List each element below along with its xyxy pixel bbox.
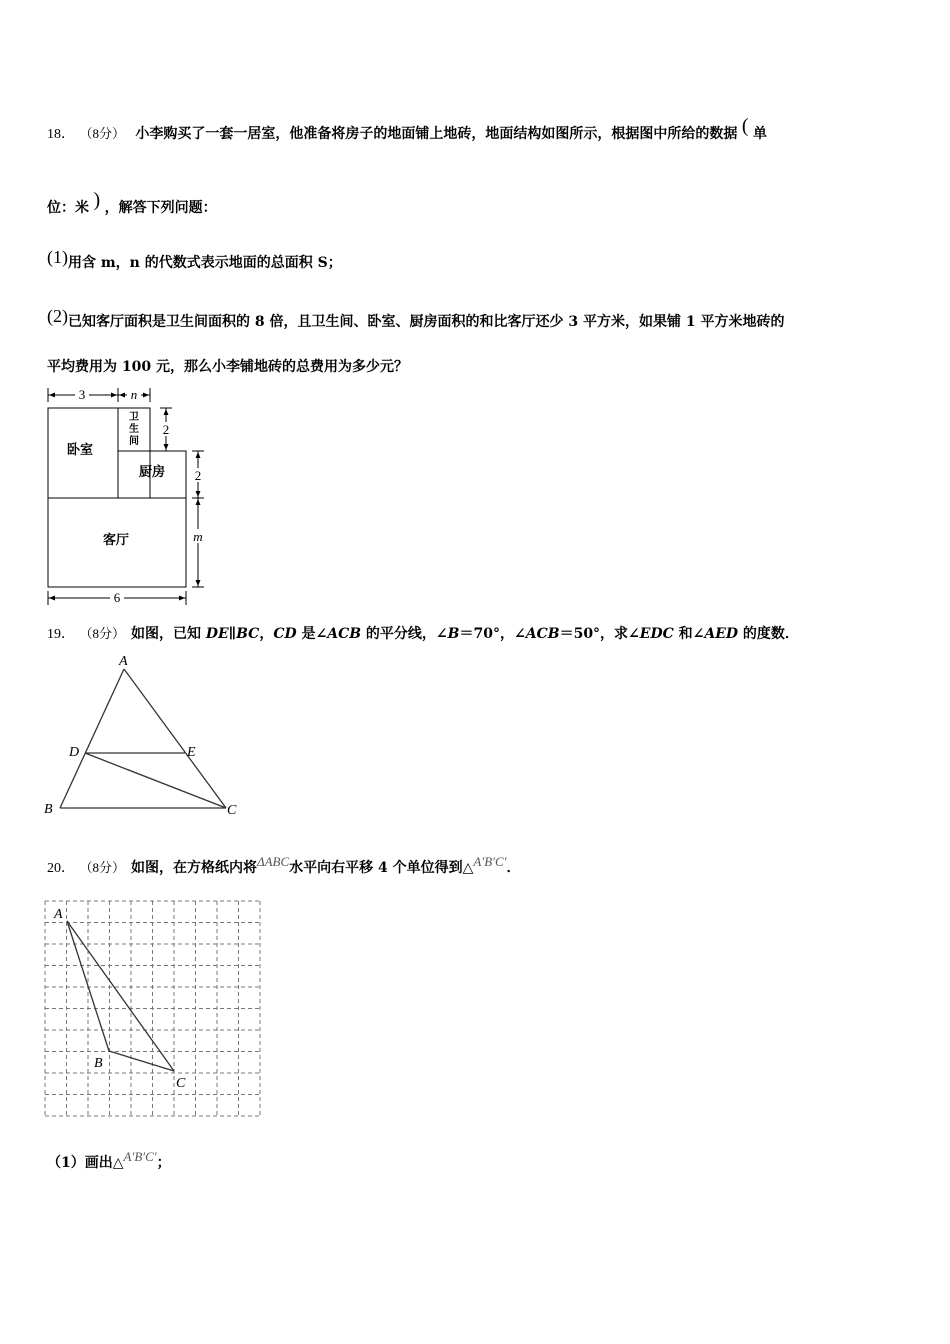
q18-part2-text-cont: 平均费用为 100 元，那么小李铺地砖的总费用为多少元？ — [47, 359, 408, 375]
q20-part1-label: （1） — [47, 1155, 85, 1171]
q20-number: 20． — [47, 861, 75, 876]
segment-AB — [67, 921, 109, 1051]
q18-part2-cont — [47, 357, 408, 377]
q19-score: （8分） — [79, 626, 125, 641]
q20-math-2: A′B′C′ — [473, 854, 507, 869]
point-E-label: E — [187, 745, 196, 760]
q18-line2 — [47, 190, 217, 218]
label-bath-2: 生 — [129, 424, 139, 435]
q18-stem-2: 位：米 — [47, 200, 89, 216]
point-B-label: B — [44, 802, 53, 817]
q20-part1-text: 画出△ — [84, 1155, 124, 1171]
q19-math-1: DE∥BC — [205, 626, 260, 642]
q20-math-1: ΔABC — [256, 854, 290, 869]
point-A-label: A — [119, 654, 128, 669]
q19-line — [47, 624, 799, 645]
q19-text-5: ＝70°，∠ — [459, 626, 526, 642]
dim-label-3: 3 — [78, 387, 86, 402]
q20-line — [47, 852, 521, 879]
q20-text-1: 如图，在方格纸内将 — [130, 860, 257, 876]
point-C-label: C — [227, 803, 237, 818]
q19-text-3: 是∠ — [296, 626, 328, 642]
q18-stem-1: 小李购买了一套一居室，他准备将房子的地面铺上地砖，地面结构如图所示，根据图中所给的数据 — [135, 126, 738, 142]
q18-open-paren: ( — [741, 115, 749, 137]
dim-label-kitchen-2: 2 — [194, 468, 202, 483]
q19-number: 19． — [47, 627, 75, 642]
q20-part1-math: A′B′C′ — [123, 1149, 157, 1164]
q19-text-2: ， — [259, 626, 274, 642]
dashed-grid — [45, 901, 260, 1116]
q19-text-6: ＝50°，求∠ — [559, 626, 640, 642]
segment-DC — [85, 753, 226, 808]
segment-AC — [124, 669, 226, 808]
q20-part1 — [47, 1147, 171, 1173]
q18-part2-label: (2) — [47, 306, 68, 326]
q20-text-3: ． — [506, 860, 521, 876]
dim-label-n: n — [130, 387, 138, 402]
q18-part2 — [47, 306, 784, 332]
q18-number: 18． — [47, 127, 75, 142]
q19-math-2: CD — [273, 626, 297, 642]
segment-BC — [109, 1051, 174, 1071]
q20-grid-figure — [40, 896, 270, 1122]
label-bath-1: 卫 — [129, 412, 139, 423]
grid-point-A-label: A — [54, 907, 63, 922]
q18-stem-tail: 单 — [753, 126, 767, 142]
q19-math-4: B — [447, 626, 460, 642]
q18-floor-plan — [40, 382, 220, 608]
q19-text-4: 的平分线，∠ — [361, 626, 448, 642]
label-bedroom: 卧室 — [66, 442, 94, 457]
label-kitchen: 厨房 — [138, 464, 166, 479]
label-living: 客厅 — [102, 532, 130, 547]
grid-point-B-label: B — [94, 1056, 103, 1071]
q19-text-8: 的度数． — [738, 626, 799, 642]
q18-line1 — [47, 116, 767, 145]
q18-stem-2-tail: ，解答下列问题： — [104, 200, 217, 216]
q18-score: （8分） — [79, 126, 125, 141]
q18-part1 — [47, 247, 342, 273]
q19-math-7: AED — [704, 626, 739, 642]
q20-text-2: 水平向右平移 4 个单位得到△ — [289, 860, 474, 876]
q20-part1-end: ； — [156, 1155, 171, 1171]
dim-label-m: m — [193, 529, 203, 544]
q19-math-6: EDC — [639, 626, 674, 642]
point-D-label: D — [69, 745, 80, 760]
grid-point-C-label: C — [176, 1076, 186, 1091]
dim-label-6: 6 — [113, 590, 121, 605]
label-bath-3: 间 — [129, 436, 139, 447]
q19-text-1: 如图，已知 — [130, 626, 206, 642]
q19-text-7: 和∠ — [673, 626, 705, 642]
q20-score: （8分） — [79, 860, 125, 875]
q18-close-paren: ) — [93, 189, 101, 211]
q19-math-3: ACB — [327, 626, 362, 642]
q18-part2-text: 已知客厅面积是卫生间面积的 8 倍，且卫生间、卧室、厨房面积的和比客厅还少 3 平方米，如果铺 1 平方米地砖的 — [68, 314, 785, 330]
q18-part1-label: (1) — [47, 247, 68, 267]
q18-part1-text: 用含 m，n 的代数式表示地面的总面积 S； — [68, 255, 342, 271]
dim-label-bath-2: 2 — [162, 422, 170, 437]
segment-AB — [60, 669, 124, 808]
q19-math-5: ACB — [525, 626, 560, 642]
q19-triangle-figure — [40, 650, 250, 820]
